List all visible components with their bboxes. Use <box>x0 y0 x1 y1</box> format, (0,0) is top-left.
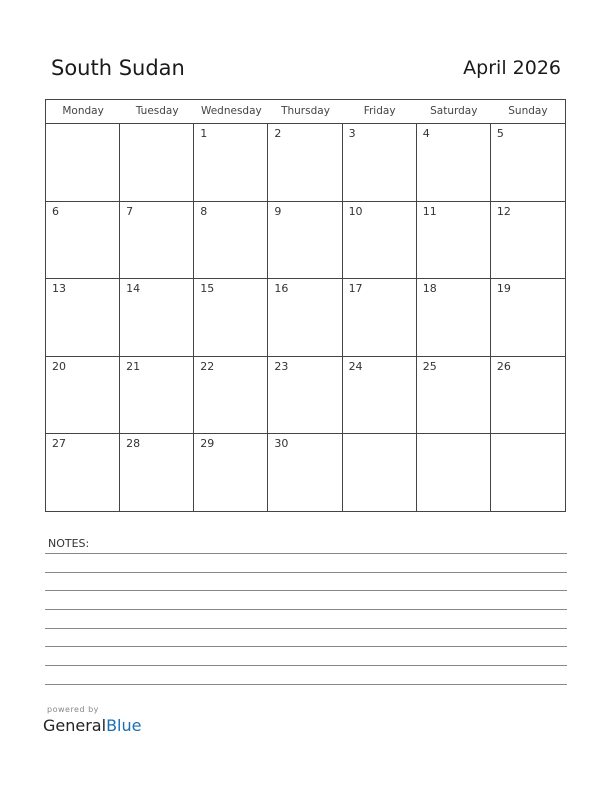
country-title: South Sudan <box>51 56 185 80</box>
notes-line <box>45 684 567 685</box>
day-cell <box>46 124 120 202</box>
day-cell <box>491 202 565 280</box>
weekday-wednesday: Wednesday <box>200 105 262 117</box>
day-number: 24 <box>348 359 363 373</box>
day-number: 13 <box>52 282 66 296</box>
weekday-friday: Friday <box>363 105 396 117</box>
notes-line <box>45 609 567 610</box>
notes-line <box>45 572 567 573</box>
day-cell <box>268 202 342 280</box>
day-cell <box>491 434 565 512</box>
calendar-grid <box>45 99 566 512</box>
day-cell <box>194 434 268 512</box>
day-cells <box>46 124 565 512</box>
brand-general: General <box>43 716 107 735</box>
day-cell <box>268 279 342 357</box>
month-title: April 2026 <box>463 57 561 79</box>
day-cell <box>46 279 120 357</box>
day-number: 27 <box>52 437 66 451</box>
day-number: 2 <box>274 127 282 140</box>
day-cell <box>46 202 120 280</box>
day-number: 5 <box>496 127 504 140</box>
day-cell <box>417 279 491 357</box>
notes-line <box>45 665 567 666</box>
weekday-header-row <box>46 100 565 124</box>
notes-line <box>45 646 567 647</box>
day-number: 10 <box>348 204 363 218</box>
day-number: 22 <box>200 359 215 373</box>
day-cell <box>120 202 194 280</box>
day-number: 14 <box>126 282 141 296</box>
day-number: 20 <box>52 359 66 373</box>
day-cell <box>46 357 120 435</box>
day-cell <box>491 124 565 202</box>
day-number: 29 <box>200 437 215 451</box>
day-cell <box>417 434 491 512</box>
day-cell <box>343 279 417 357</box>
day-number: 30 <box>274 437 289 451</box>
notes-label: NOTES: <box>48 537 90 550</box>
day-cell <box>343 357 417 435</box>
day-number: 11 <box>422 204 437 218</box>
day-cell <box>343 434 417 512</box>
day-number: 1 <box>200 127 208 140</box>
weekday-sunday: Sunday <box>508 105 548 117</box>
brand-blue: Blue <box>106 716 142 735</box>
day-cell <box>120 434 194 512</box>
notes-line <box>45 553 567 554</box>
day-number: 7 <box>126 204 134 218</box>
day-number: 16 <box>274 282 289 296</box>
day-cell <box>194 279 268 357</box>
day-cell <box>194 357 268 435</box>
day-number: 21 <box>126 359 141 373</box>
day-number: 9 <box>274 204 282 218</box>
day-cell <box>343 202 417 280</box>
day-number: 18 <box>422 282 437 296</box>
day-number: 23 <box>274 359 289 373</box>
day-number: 19 <box>496 282 511 296</box>
day-number: 25 <box>422 359 437 373</box>
day-number: 4 <box>422 127 430 140</box>
day-cell <box>491 357 565 435</box>
day-cell <box>120 357 194 435</box>
notes-line <box>45 628 567 629</box>
day-number: 8 <box>200 204 208 218</box>
day-number: 28 <box>126 437 141 451</box>
day-cell <box>268 434 342 512</box>
weekday-saturday: Saturday <box>430 105 478 117</box>
day-cell <box>268 124 342 202</box>
notes-line <box>45 590 567 591</box>
day-number: 12 <box>496 204 511 218</box>
powered-by-text: powered by <box>47 705 99 714</box>
weekday-tuesday: Tuesday <box>135 105 179 117</box>
weekday-monday: Monday <box>62 105 104 117</box>
day-cell <box>417 124 491 202</box>
day-cell <box>194 202 268 280</box>
day-cell <box>343 124 417 202</box>
day-cell <box>194 124 268 202</box>
day-cell <box>491 279 565 357</box>
day-number: 3 <box>348 127 356 140</box>
day-cell <box>417 357 491 435</box>
brand-logo <box>43 716 141 735</box>
day-cell <box>46 434 120 512</box>
day-cell <box>120 279 194 357</box>
weekday-thursday: Thursday <box>281 105 330 117</box>
day-number: 15 <box>200 282 215 296</box>
day-number: 17 <box>348 282 363 296</box>
day-cell <box>268 357 342 435</box>
day-cell <box>120 124 194 202</box>
day-number: 26 <box>496 359 511 373</box>
day-cell <box>417 202 491 280</box>
day-number: 6 <box>52 204 59 218</box>
